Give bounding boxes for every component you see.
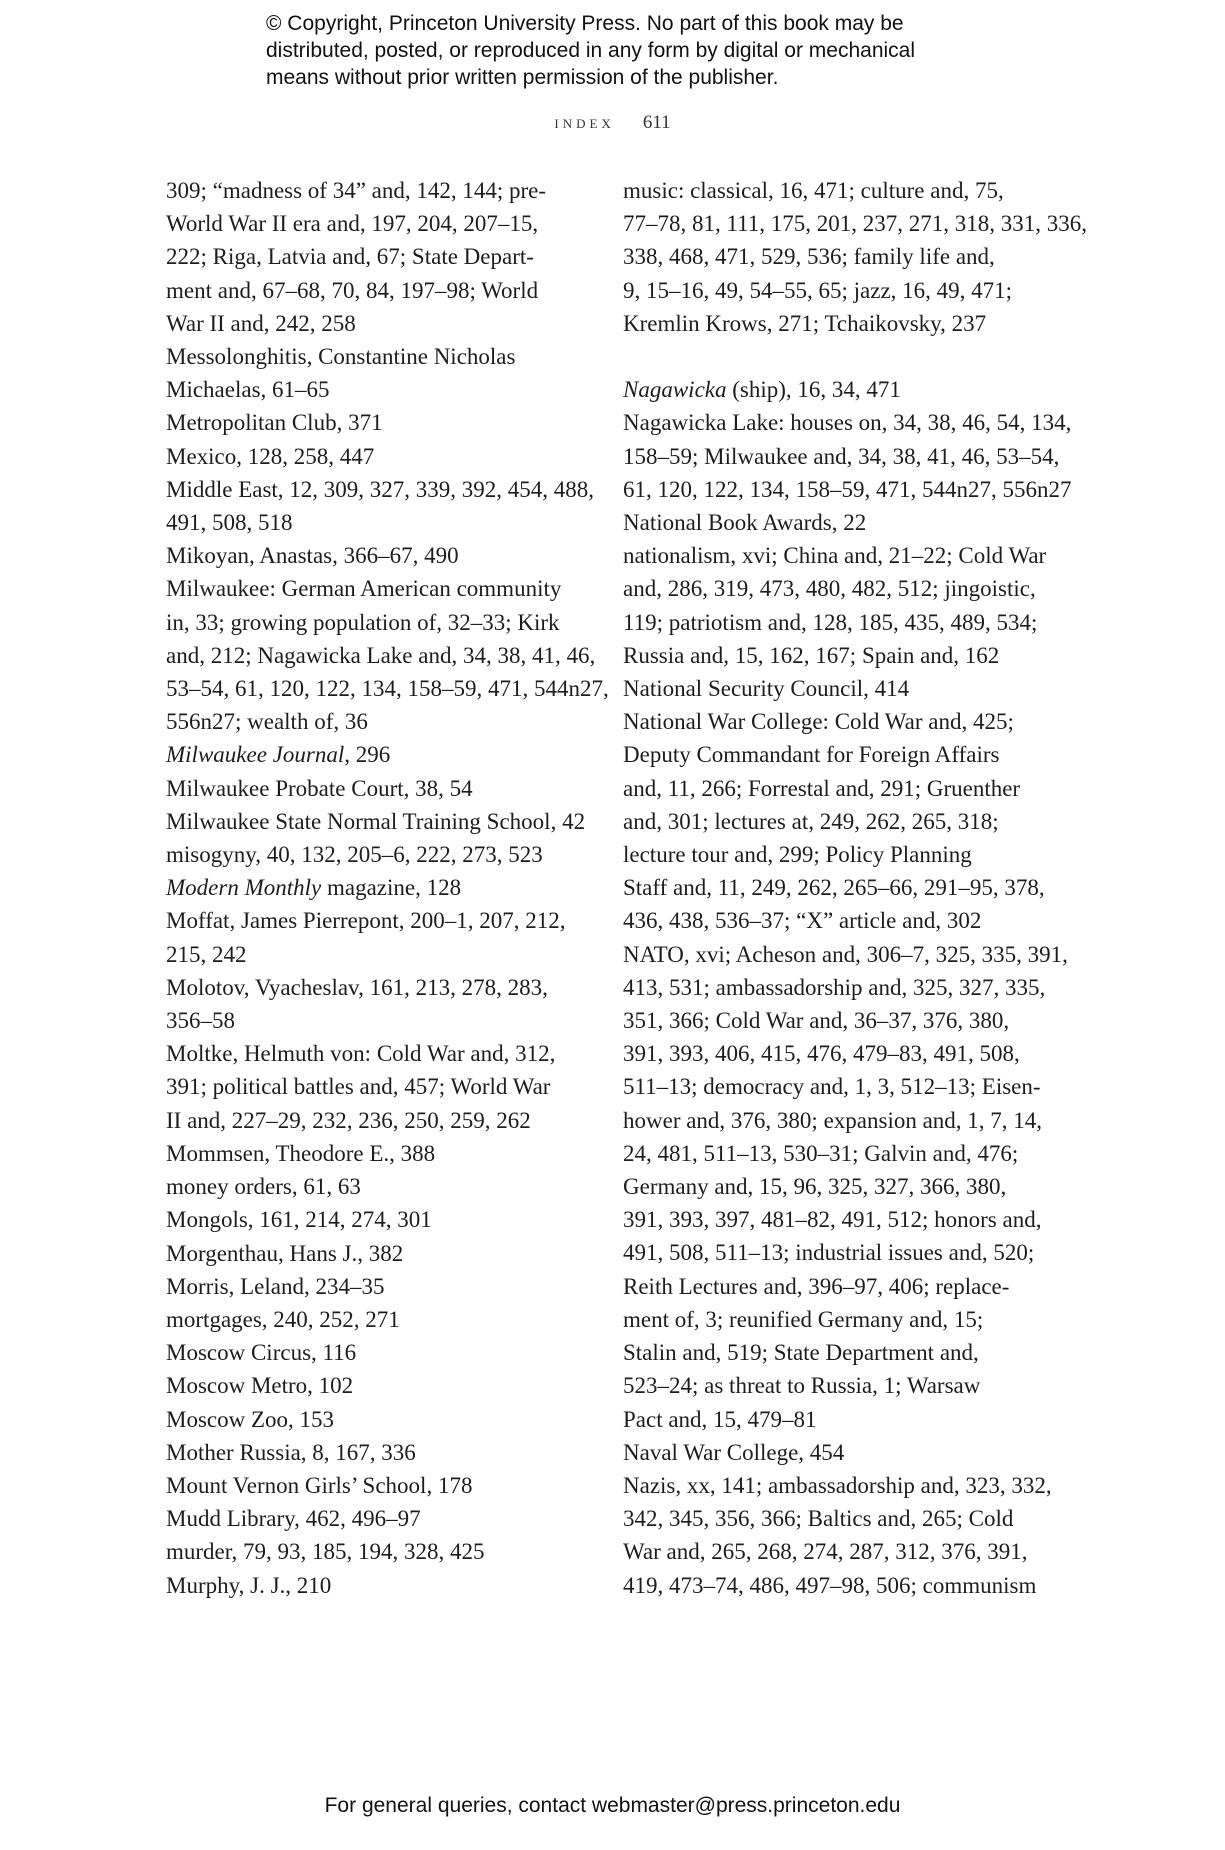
index-entry xyxy=(166,1170,596,1203)
copyright-notice xyxy=(266,10,1026,91)
index-column-left xyxy=(166,174,609,1602)
index-entry-line: ment of, 3; reunified Germany and, 15; xyxy=(623,1306,984,1332)
index-entry xyxy=(166,871,596,904)
index-entry-line: 391, 393, 406, 415, 476, 479–83, 491, 508, xyxy=(623,1041,1020,1067)
index-entry-line: Mommsen, Theodore E., 388 xyxy=(166,1140,436,1166)
index-entry-line: 391; political battles and, 457; World War xyxy=(166,1074,551,1100)
index-entry-line: and, 301; lectures at, 249, 262, 265, 318; xyxy=(623,808,999,834)
index-entry-line: Reith Lectures and, 396–97, 406; replace- xyxy=(623,1273,1010,1299)
index-entry xyxy=(166,1403,596,1436)
index-entry-line: Nazis, xx, 141; ambassadorship and, 323, 332, xyxy=(623,1472,1052,1498)
index-entry-line: 53–54, 61, 120, 122, 134, 158–59, 471, 544n27, xyxy=(166,676,609,702)
index-entry-line: Milwaukee Journal, 296 xyxy=(166,742,391,768)
index-entry xyxy=(166,1502,596,1535)
index-entry-line: misogyny, 40, 132, 205–6, 222, 273, 523 xyxy=(166,842,543,868)
index-entry-line: Metropolitan Club, 371 xyxy=(166,410,383,436)
index-entry-line: Pact and, 15, 479–81 xyxy=(623,1406,817,1432)
index-entry xyxy=(166,1237,596,1270)
index-entry-line: 338, 468, 471, 529, 536; family life and, xyxy=(623,244,995,270)
index-entry xyxy=(166,971,596,1037)
index-entry xyxy=(166,805,596,838)
index-entry-line: Stalin and, 519; State Department and, xyxy=(623,1340,979,1366)
index-entry-line: 413, 531; ambassadorship and, 325, 327, 335, xyxy=(623,974,1046,1000)
index-entry-line: Staff and, 11, 249, 262, 265–66, 291–95, 378, xyxy=(623,875,1045,901)
index-entry-line: Deputy Commandant for Foreign Affairs xyxy=(623,742,1000,768)
index-entry-line: Mexico, 128, 258, 447 xyxy=(166,443,375,469)
index-entry-line: 491, 508, 518 xyxy=(166,510,293,536)
index-entry xyxy=(166,473,596,539)
index-entry-line: Nagawicka Lake: houses on, 34, 38, 46, 54, 134, xyxy=(623,410,1072,436)
index-entry-line: Morgenthau, Hans J., 382 xyxy=(166,1240,404,1266)
index-entry xyxy=(623,506,1043,539)
index-entry-line: 61, 120, 122, 134, 158–59, 471, 544n27, 556n27 xyxy=(623,476,1072,502)
index-entry-line: Kremlin Krows, 271; Tchaikovsky, 237 xyxy=(623,310,987,336)
index-entry-line: 356–58 xyxy=(166,1008,235,1034)
index-entry-line: Mongols, 161, 214, 274, 301 xyxy=(166,1207,432,1233)
index-entry-line: Mudd Library, 462, 496–97 xyxy=(166,1506,421,1532)
index-entry xyxy=(166,1469,596,1502)
index-entry-line: and, 286, 319, 473, 480, 482, 512; jingoistic, xyxy=(623,576,1036,602)
index-entry-line: lecture tour and, 299; Policy Planning xyxy=(623,842,972,868)
index-entry-line: Messolonghitis, Constantine Nicholas xyxy=(166,344,516,370)
index-entry-line: Milwaukee State Normal Training School, 42 xyxy=(166,808,586,834)
index-entry-line: murder, 79, 93, 185, 194, 328, 425 xyxy=(166,1539,485,1565)
index-entry-line: 215, 242 xyxy=(166,941,247,967)
index-entry-continued xyxy=(166,174,596,340)
index-entry-line: Michaelas, 61–65 xyxy=(166,377,330,403)
index-entry-line: 491, 508, 511–13; industrial issues and, 520; xyxy=(623,1240,1035,1266)
index-entry xyxy=(166,440,596,473)
running-head-title: index xyxy=(554,112,615,133)
index-entry xyxy=(166,1137,596,1170)
index-entry-line: II and, 227–29, 232, 236, 250, 259, 262 xyxy=(166,1107,531,1133)
index-entry-line: hower and, 376, 380; expansion and, 1, 7, 14, xyxy=(623,1107,1043,1133)
index-entry xyxy=(166,1535,596,1568)
index-entry-line: 436, 438, 536–37; “X” article and, 302 xyxy=(623,908,982,934)
index-entry-line: 351, 366; Cold War and, 36–37, 376, 380, xyxy=(623,1008,1010,1034)
index-entry-line: mortgages, 240, 252, 271 xyxy=(166,1306,400,1332)
index-entry-line: War and, 265, 268, 274, 287, 312, 376, 391, xyxy=(623,1539,1028,1565)
index-entry xyxy=(166,1203,596,1236)
index-entry-line: Moscow Circus, 116 xyxy=(166,1340,357,1366)
index-entry-line: Molotov, Vyacheslav, 161, 213, 278, 283, xyxy=(166,974,548,1000)
index-entry-line: NATO, xvi; Acheson and, 306–7, 325, 335, 391, xyxy=(623,941,1068,967)
index-column-right xyxy=(623,174,1088,1602)
index-entry xyxy=(623,1436,1043,1469)
index-entry-line: Moscow Metro, 102 xyxy=(166,1373,354,1399)
index-entry xyxy=(166,1436,596,1469)
index-entry-line: Mother Russia, 8, 167, 336 xyxy=(166,1439,416,1465)
index-entry-line: 158–59; Milwaukee and, 34, 38, 41, 46, 53–54, xyxy=(623,443,1060,469)
index-entry-line: National War College: Cold War and, 425; xyxy=(623,709,1014,735)
page-number: 611 xyxy=(642,112,671,133)
index-entry-line: 511–13; democracy and, 1, 3, 512–13; Eisen- xyxy=(623,1074,1041,1100)
index-entry-italic-title: Nagawicka xyxy=(623,377,727,403)
index-entry-line: World War II era and, 197, 204, 207–15, xyxy=(166,211,539,237)
index-entry-italic-title: Milwaukee Journal xyxy=(166,742,345,768)
index-entry-line: 119; patriotism and, 128, 185, 435, 489, 534; xyxy=(623,609,1038,635)
index-entry-line: 523–24; as threat to Russia, 1; Warsaw xyxy=(623,1373,981,1399)
index-entry-line: 391, 393, 397, 481–82, 491, 512; honors and, xyxy=(623,1207,1042,1233)
footer-contact: For general queries, contact webmaster@press.princeton.edu xyxy=(324,1794,901,1817)
index-entry-line: 419, 473–74, 486, 497–98, 506; communism xyxy=(623,1572,1037,1598)
copyright-line: © Copyright, Princeton University Press. No part of this book may be xyxy=(266,12,904,35)
index-entry xyxy=(623,938,1068,1436)
index-entry xyxy=(623,539,1047,672)
index-entry xyxy=(623,174,1088,340)
index-entry-line: Germany and, 15, 96, 325, 327, 366, 380, xyxy=(623,1174,1007,1200)
index-entry-line: Russia and, 15, 162, 167; Spain and, 162 xyxy=(623,642,1000,668)
index-entry-line: Murphy, J. J., 210 xyxy=(166,1572,332,1598)
index-entry xyxy=(166,1336,596,1369)
index-entry-line: Milwaukee Probate Court, 38, 54 xyxy=(166,775,473,801)
index-entry-line: money orders, 61, 63 xyxy=(166,1174,361,1200)
index-entry-line: Nagawicka (ship), 16, 34, 471 xyxy=(623,377,901,403)
index-entry xyxy=(623,406,1072,506)
index-entry xyxy=(166,406,596,439)
index-entry-line: Moscow Zoo, 153 xyxy=(166,1406,335,1432)
index-entry xyxy=(166,1569,596,1602)
index-entry-line: nationalism, xvi; China and, 21–22; Cold War xyxy=(623,543,1047,569)
index-entry xyxy=(166,738,596,771)
index-entry xyxy=(166,1270,596,1303)
index-entry xyxy=(623,672,1043,705)
index-entry-line: 222; Riga, Latvia and, 67; State Depart- xyxy=(166,244,534,270)
index-entry-line: Milwaukee: German American community xyxy=(166,576,562,602)
index-entry-line: and, 212; Nagawicka Lake and, 34, 38, 41, 46, xyxy=(166,642,596,668)
index-entry xyxy=(166,340,596,406)
index-entry-line: Middle East, 12, 309, 327, 339, 392, 454, 488, xyxy=(166,476,595,502)
index-entry xyxy=(166,1303,596,1336)
index-entry-line: 309; “madness of 34” and, 142, 144; pre- xyxy=(166,178,547,203)
index-entry-italic-title: Modern Monthly xyxy=(166,875,322,901)
index-entry-line: 556n27; wealth of, 36 xyxy=(166,709,368,735)
index-entry-line: Morris, Leland, 234–35 xyxy=(166,1273,385,1299)
index-entry-line: National Book Awards, 22 xyxy=(623,510,867,536)
index-entry-line: 77–78, 81, 111, 175, 201, 237, 271, 318, 331, 336, xyxy=(623,211,1088,237)
index-entry-line: Naval War College, 454 xyxy=(623,1439,845,1465)
index-entry xyxy=(623,373,1043,406)
index-entry-line: National Security Council, 414 xyxy=(623,676,910,702)
index-entry-line: music: classical, 16, 471; culture and, 75, xyxy=(623,178,1004,203)
copyright-line: distributed, posted, or reproduced in any form by digital or mechanical xyxy=(266,39,916,62)
index-entry-line: Modern Monthly magazine, 128 xyxy=(166,875,462,901)
index-entry-line: Moffat, James Pierrepont, 200–1, 207, 212, xyxy=(166,908,566,934)
index-entry xyxy=(623,1469,1052,1602)
index-entry xyxy=(166,1369,596,1402)
index-entry-line: Mount Vernon Girls’ School, 178 xyxy=(166,1472,473,1498)
index-entry xyxy=(623,705,1043,937)
copyright-line: means without prior written permission of the publisher. xyxy=(266,66,779,89)
index-entry-line: Moltke, Helmuth von: Cold War and, 312, xyxy=(166,1041,556,1067)
index-entry-line: in, 33; growing population of, 32–33; Kirk xyxy=(166,609,560,635)
index-entry-line: 9, 15–16, 49, 54–55, 65; jazz, 16, 49, 471; xyxy=(623,277,1013,303)
index-entry xyxy=(166,904,596,970)
index-entry xyxy=(166,772,596,805)
index-entry-line: and, 11, 266; Forrestal and, 291; Gruenther xyxy=(623,775,1021,801)
index-entry-line: War II and, 242, 258 xyxy=(166,310,356,336)
index-entry xyxy=(166,838,596,871)
index-entry-line: Mikoyan, Anastas, 366–67, 490 xyxy=(166,543,459,569)
running-head xyxy=(0,112,1225,134)
index-entry xyxy=(166,572,609,738)
index-entry xyxy=(166,1037,596,1137)
index-entry-line: 342, 345, 356, 366; Baltics and, 265; Cold xyxy=(623,1506,1014,1532)
index-entry-line: 24, 481, 511–13, 530–31; Galvin and, 476; xyxy=(623,1140,1019,1166)
index-entry-line: ment and, 67–68, 70, 84, 197–98; World xyxy=(166,277,539,303)
index-entry xyxy=(166,539,596,572)
